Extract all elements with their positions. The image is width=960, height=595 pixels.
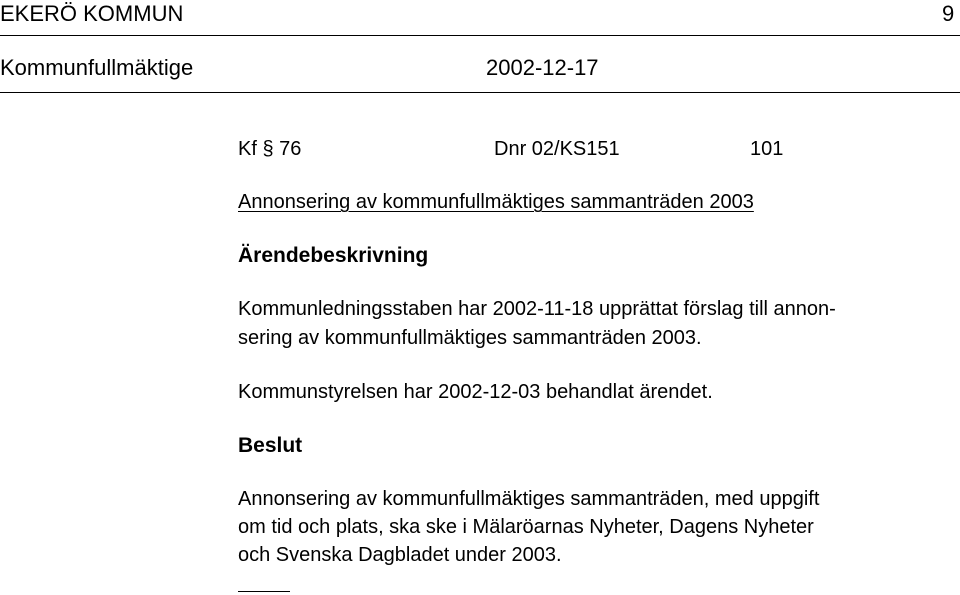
decision-line-2: om tid och plats, ska ske i Mälaröarnas Nyheter, Dagens Nyheter: [238, 516, 814, 538]
decision-heading: Beslut: [238, 434, 303, 457]
decision-line-1: Annonsering av kommunfullmäktiges sammanträden, med uppgift: [238, 488, 820, 510]
organization-name: EKERÖ KOMMUN: [0, 1, 184, 26]
description-heading: Ärendebeskrivning: [238, 244, 429, 267]
diary-number: Dnr 02/KS151: [494, 138, 620, 160]
description-paragraph-2: Kommunstyrelsen har 2002-12-03 behandlat ärendet.: [238, 381, 713, 403]
meeting-body: Kommunfullmäktige: [0, 55, 194, 80]
item-number-row: [238, 139, 301, 159]
description-line-2: sering av kommunfullmäktiges sammanträden 2003.: [238, 327, 702, 349]
item-number-value: 76: [273, 138, 302, 160]
item-number-prefix: Kf: [238, 138, 263, 160]
header-divider: [0, 35, 960, 36]
meeting-date: 2002-12-17: [486, 55, 599, 80]
archive-code: 101: [750, 138, 784, 160]
subheader-divider: [0, 92, 960, 93]
description-line-1: Kommunledningsstaben har 2002-11-18 upprättat förslag till annon-: [238, 298, 836, 320]
page-number: 9: [942, 1, 955, 26]
decision-line-3: och Svenska Dagbladet under 2003.: [238, 544, 562, 566]
section-symbol: §: [262, 138, 274, 160]
end-rule: [238, 591, 290, 592]
item-title: Annonsering av kommunfullmäktiges sammanträden 2003: [238, 191, 754, 213]
